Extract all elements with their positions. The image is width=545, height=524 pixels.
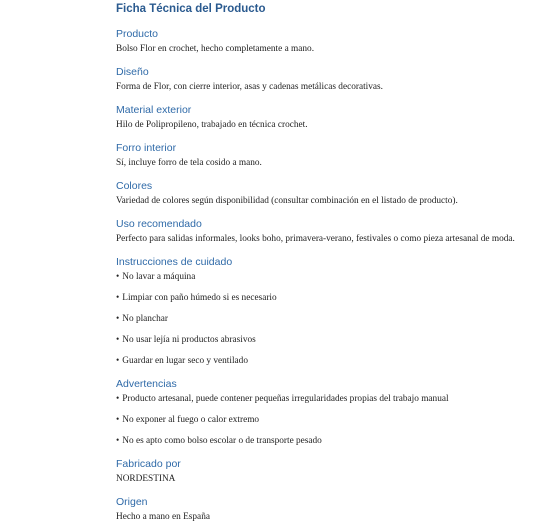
section-colores — [116, 180, 536, 208]
section-heading: Uso recomendado — [116, 218, 202, 230]
section-diseno — [116, 66, 536, 94]
care-list — [116, 270, 536, 368]
warnings-list — [116, 392, 536, 448]
section-material — [116, 104, 536, 132]
section-heading: Fabricado por — [116, 458, 181, 470]
bullet-icon: • — [116, 415, 120, 425]
list-item: • No planchar — [116, 314, 168, 324]
page-title: Ficha Técnica del Producto — [116, 3, 266, 15]
section-text: Variedad de colores según disponibilidad (consultar combinación en el listado de producto). — [116, 196, 458, 206]
section-heading: Instrucciones de cuidado — [116, 256, 233, 268]
bullet-icon: • — [116, 436, 120, 446]
list-item: • No exponer al fuego o calor extremo — [116, 415, 260, 425]
section-origen — [116, 496, 536, 524]
section-heading: Producto — [116, 28, 159, 40]
section-text: Bolso Flor en crochet, hecho completamente a mano. — [116, 44, 315, 54]
section-text: Hilo de Polipropileno, trabajado en técnica crochet. — [116, 120, 308, 130]
section-text: Sí, incluye forro de tela cosido a mano. — [116, 158, 262, 168]
section-heading: Material exterior — [116, 104, 192, 116]
list-item: • No usar lejía ni productos abrasivos — [116, 335, 256, 345]
bullet-icon: • — [116, 293, 120, 303]
section-text: Forma de Flor, con cierre interior, asas y cadenas metálicas decorativas. — [116, 82, 383, 92]
section-heading: Colores — [116, 180, 153, 192]
list-item: • Guardar en lugar seco y ventilado — [116, 356, 248, 366]
list-item: • No es apto como bolso escolar o de transporte pesado — [116, 436, 322, 446]
section-cuidado — [116, 256, 536, 368]
list-item: • Producto artesanal, puede contener pequeñas irregularidades propias del trabajo manual — [116, 394, 449, 404]
section-text: Hecho a mano en España — [116, 512, 210, 522]
section-producto — [116, 28, 536, 56]
section-forro — [116, 142, 536, 170]
section-fabricado — [116, 458, 536, 486]
section-heading: Diseño — [116, 66, 149, 78]
section-uso — [116, 218, 536, 246]
product-spec-sheet — [116, 2, 536, 524]
bullet-icon: • — [116, 356, 120, 366]
bullet-icon: • — [116, 394, 120, 404]
section-advertencias — [116, 378, 536, 448]
bullet-icon: • — [116, 314, 120, 324]
section-text: NORDESTINA — [116, 474, 176, 484]
section-heading: Forro interior — [116, 142, 177, 154]
list-item: • No lavar a máquina — [116, 272, 196, 282]
list-item: • Limpiar con paño húmedo si es necesario — [116, 293, 277, 303]
section-heading: Advertencias — [116, 378, 177, 390]
section-text: Perfecto para salidas informales, looks boho, primavera-verano, festivales o como pieza artesanal de moda. — [116, 234, 515, 244]
bullet-icon: • — [116, 335, 120, 345]
bullet-icon: • — [116, 272, 120, 282]
section-heading: Origen — [116, 496, 148, 508]
